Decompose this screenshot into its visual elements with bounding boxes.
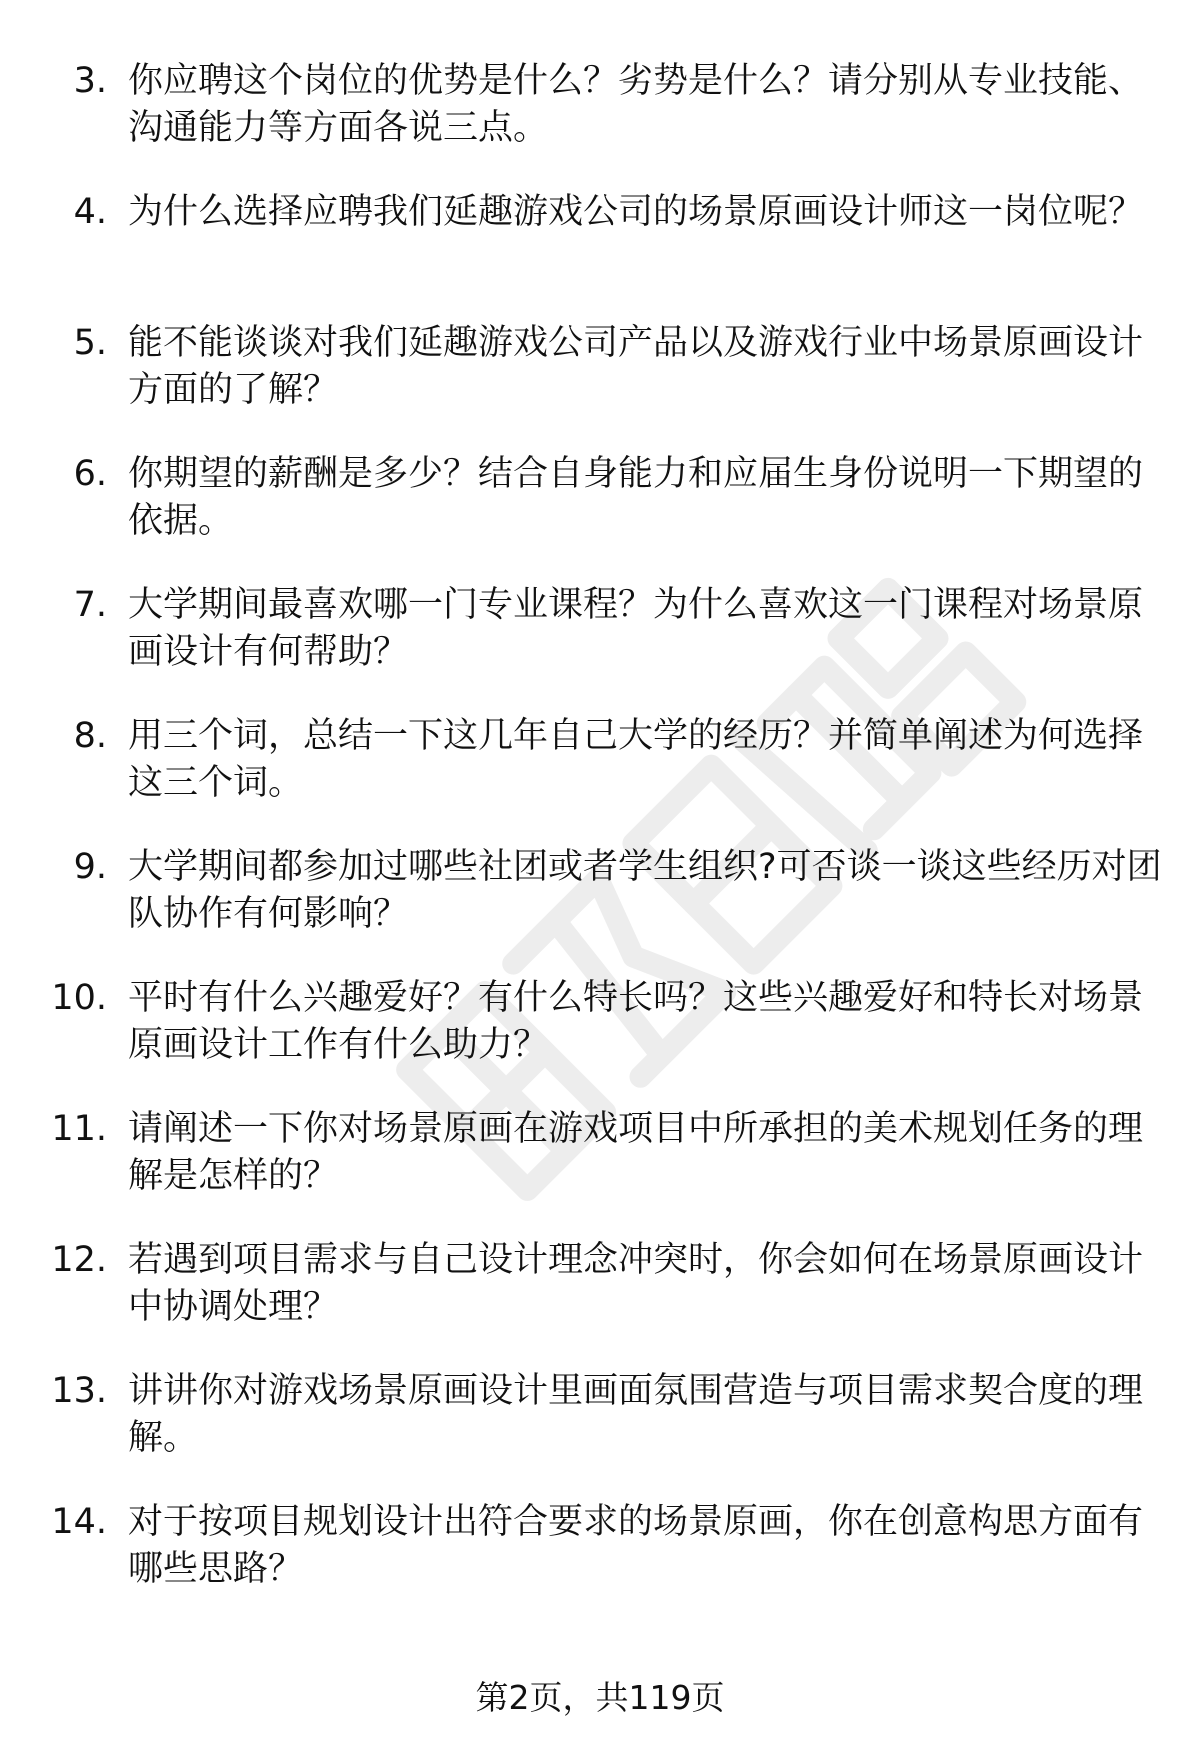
question-number: 7. [73,585,107,625]
question-text: 平时有什么兴趣爱好？有什么特长吗？这些兴趣爱好和特长对场景原画设计工作有什么助力？ [128,978,1144,1065]
question-item [0,1368,1200,1499]
question-text: 对于按项目规划设计出符合要求的场景原画，你在创意构思方面有哪些思路？ [128,1502,1144,1589]
question-text: 你应聘这个岗位的优势是什么？劣势是什么？请分别从专业技能、沟通能力等方面各说三点。 [128,61,1144,148]
question-item [0,582,1200,713]
question-number: 9. [73,847,107,887]
question-item [0,1106,1200,1237]
question-number: 6. [73,454,107,494]
question-item [0,451,1200,582]
question-number: 14. [51,1502,107,1542]
page-footer: 第2页，共119页 [475,1678,725,1717]
question-number: 11. [51,1109,107,1149]
question-list [0,58,1200,1630]
question-number: 5. [73,323,107,363]
question-item [0,189,1200,320]
question-text: 用三个词，总结一下这几年自己大学的经历？并简单阐述为何选择这三个词。 [128,716,1144,803]
question-number: 4. [73,192,107,232]
question-number: 12. [51,1240,107,1280]
question-item [0,1237,1200,1368]
question-text: 请阐述一下你对场景原画在游戏项目中所承担的美术规划任务的理解是怎样的？ [128,1109,1144,1196]
question-number: 3. [73,61,107,101]
question-item [0,713,1200,844]
question-number: 8. [73,716,107,756]
question-text: 讲讲你对游戏场景原画设计里画面氛围营造与项目需求契合度的理解。 [128,1371,1144,1458]
question-item [0,58,1200,189]
question-item [0,975,1200,1106]
question-item [0,844,1200,975]
question-text: 为什么选择应聘我们延趣游戏公司的场景原画设计师这一岗位呢？ [128,192,1144,232]
question-item [0,1499,1200,1630]
question-text: 你期望的薪酬是多少？结合自身能力和应届生身份说明一下期望的依据。 [128,454,1144,541]
question-text: 若遇到项目需求与自己设计理念冲突时，你会如何在场景原画设计中协调处理？ [128,1240,1144,1327]
question-text: 大学期间最喜欢哪一门专业课程？为什么喜欢这一门课程对场景原画设计有何帮助？ [128,585,1144,672]
question-text: 能不能谈谈对我们延趣游戏公司产品以及游戏行业中场景原画设计方面的了解？ [128,323,1144,410]
question-text: 大学期间都参加过哪些社团或者学生组织?可否谈一谈这些经历对团队协作有何影响？ [128,847,1162,934]
question-item [0,320,1200,451]
question-number: 10. [51,978,107,1018]
question-number: 13. [51,1371,107,1411]
